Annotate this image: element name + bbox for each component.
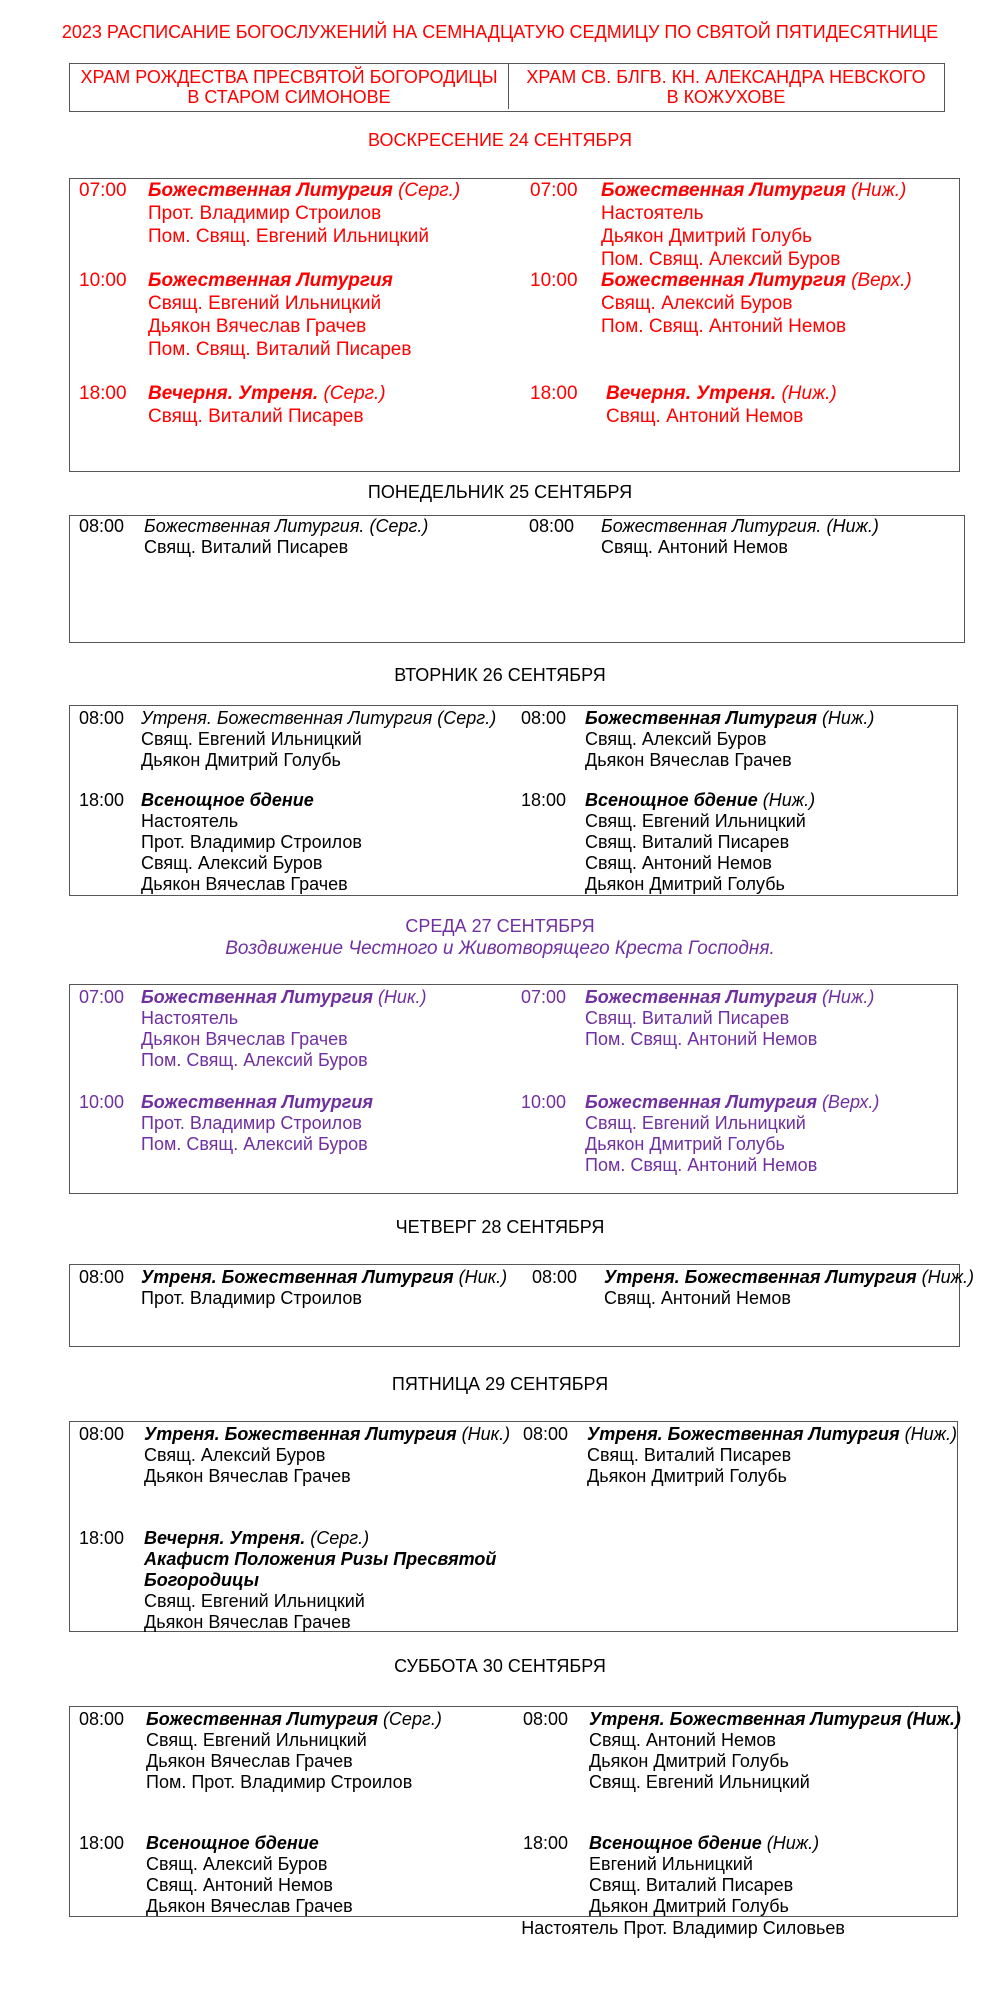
clergy-line: Свящ. Виталий Писарев bbox=[585, 1008, 790, 1028]
clergy-line: Пом. Свящ. Антоний Немов bbox=[585, 1155, 818, 1175]
day-heading-tuesday: ВТОРНИК 26 СЕНТЯБРЯ bbox=[394, 665, 606, 685]
clergy-line: Дьякон Вячеслав Грачев bbox=[144, 1466, 351, 1486]
schedule-box-saturday bbox=[69, 1706, 961, 1917]
service-title: Утреня. Божественная Литургия bbox=[589, 1709, 902, 1729]
service-title: Вечерня. Утреня. bbox=[144, 1528, 306, 1548]
service-time: 07:00 bbox=[521, 987, 567, 1007]
clergy-line: Свящ. Алексий Буров bbox=[601, 293, 793, 314]
service-note: (Ниж.) bbox=[904, 1424, 957, 1444]
day-heading-monday: ПОНЕДЕЛЬНИК 25 СЕНТЯБРЯ bbox=[367, 482, 633, 502]
service-entry bbox=[601, 179, 906, 271]
service-entry bbox=[146, 1709, 442, 1793]
service-entry bbox=[604, 1267, 974, 1309]
service-note: (Серг.) bbox=[323, 383, 386, 404]
service-time: 10:00 bbox=[79, 270, 127, 291]
service-note: (Серг.) bbox=[398, 180, 461, 201]
service-entry bbox=[601, 269, 912, 338]
service-entry bbox=[589, 1709, 961, 1793]
service-title: Утреня. Божественная Литургия bbox=[141, 708, 433, 728]
clergy-line: Пом. Свящ. Антоний Немов bbox=[585, 1029, 818, 1049]
clergy-line: Дьякон Вячеслав Грачев bbox=[146, 1751, 353, 1771]
service-entry bbox=[141, 790, 362, 895]
schedule-box-wednesday bbox=[69, 984, 958, 1194]
clergy-line: Пом. Свящ. Алексий Буров bbox=[141, 1050, 368, 1070]
clergy-line: Прот. Владимир Строилов bbox=[141, 832, 362, 852]
schedule-box-tuesday bbox=[69, 705, 958, 896]
service-title: Божественная Литургия bbox=[585, 708, 817, 728]
day-heading-friday: ПЯТНИЦА 29 СЕНТЯБРЯ bbox=[391, 1374, 609, 1394]
clergy-line: Свящ. Евгений Ильницкий bbox=[141, 729, 362, 749]
clergy-line: Настоятель bbox=[141, 811, 239, 831]
churches-header bbox=[69, 63, 945, 112]
service-time: 18:00 bbox=[79, 1528, 125, 1548]
day-heading-sunday: ВОСКРЕСЕНИЕ 24 СЕНТЯБРЯ bbox=[368, 130, 632, 150]
clergy-line: Евгений Ильницкий bbox=[589, 1854, 753, 1874]
service-entry bbox=[606, 382, 837, 428]
service-title: Божественная Литургия bbox=[148, 180, 393, 201]
clergy-line: Свящ. Евгений Ильницкий bbox=[585, 1113, 806, 1133]
service-note: (Ниж.) bbox=[906, 1709, 961, 1729]
service-time: 08:00 bbox=[79, 516, 125, 536]
service-title: Утреня. Божественная Литургия bbox=[604, 1267, 917, 1287]
church-left bbox=[70, 64, 508, 109]
service-entry bbox=[589, 1833, 819, 1917]
clergy-line: Свящ. Евгений Ильницкий bbox=[585, 811, 806, 831]
clergy-line: Свящ. Виталий Писарев bbox=[144, 537, 349, 557]
service-title: Божественная Литургия bbox=[146, 1709, 378, 1729]
service-note: (Ниж.) bbox=[821, 708, 875, 728]
service-time: 18:00 bbox=[79, 1833, 125, 1853]
clergy-line: Дьякон Дмитрий Голубь bbox=[585, 1134, 785, 1154]
service-entry bbox=[148, 382, 386, 428]
service-time: 08:00 bbox=[79, 708, 125, 728]
clergy-line: Свящ. Алексий Буров bbox=[585, 729, 767, 749]
service-entry bbox=[585, 987, 874, 1050]
schedule-box-sunday bbox=[69, 178, 960, 472]
clergy-line: Настоятель bbox=[141, 1008, 239, 1028]
signature: Настоятель Прот. Владимир Силовьев bbox=[521, 1918, 845, 1938]
church-left-line1: ХРАМ РОЖДЕСТВА ПРЕСВЯТОЙ БОГОРОДИЦЫ bbox=[80, 67, 498, 87]
clergy-line: Прот. Владимир Строилов bbox=[141, 1113, 362, 1133]
service-note: (Верх.) bbox=[851, 270, 912, 291]
service-entry bbox=[144, 1424, 510, 1487]
service-note: (Ник.) bbox=[458, 1267, 508, 1287]
service-title: Всенощное бдение bbox=[589, 1833, 762, 1853]
service-entry bbox=[585, 1092, 879, 1176]
clergy-line: Пом. Свящ. Алексий Буров bbox=[601, 249, 841, 270]
service-title: Божественная Литургия bbox=[148, 270, 393, 291]
service-note: (Ниж.) bbox=[821, 987, 875, 1007]
service-title: Утреня. Божественная Литургия bbox=[587, 1424, 900, 1444]
clergy-line: Свящ. Виталий Писарев bbox=[148, 406, 364, 427]
service-entry bbox=[146, 1833, 353, 1917]
clergy-line: Пом. Свящ. Евгений Ильницкий bbox=[148, 226, 429, 247]
clergy-line: Свящ. Алексий Буров bbox=[144, 1445, 326, 1465]
service-time: 08:00 bbox=[523, 1709, 569, 1729]
clergy-line: Свящ. Виталий Писарев bbox=[587, 1445, 792, 1465]
service-entry bbox=[141, 708, 496, 771]
page-title: 2023 РАСПИСАНИЕ БОГОСЛУЖЕНИЙ НА СЕМНАДЦАТУЮ СЕДМИЦУ ПО СВЯТОЙ ПЯТИДЕСЯТНИЦЕ bbox=[61, 22, 939, 42]
clergy-line: Дьякон Вячеслав Грачев bbox=[141, 874, 348, 894]
service-title: Утреня. Божественная Литургия bbox=[141, 1267, 454, 1287]
service-note: (Ниж.) bbox=[762, 790, 816, 810]
service-time: 10:00 bbox=[521, 1092, 567, 1112]
service-note: (Ниж.) bbox=[921, 1267, 974, 1287]
clergy-line: Свящ. Алексий Буров bbox=[146, 1854, 328, 1874]
schedule-box-thursday bbox=[69, 1264, 974, 1347]
clergy-line: Дьякон Вячеслав Грачев bbox=[148, 316, 367, 337]
akathist-title: Акафист Положения Ризы Пресвятой bbox=[144, 1549, 497, 1569]
service-entry bbox=[141, 1267, 507, 1309]
schedule-box-monday bbox=[69, 515, 965, 643]
service-title: Божественная Литургия bbox=[585, 1092, 817, 1112]
service-time: 08:00 bbox=[532, 1267, 578, 1287]
service-time: 10:00 bbox=[530, 270, 578, 291]
clergy-line: Пом. Свящ. Виталий Писарев bbox=[148, 339, 412, 360]
service-title: Божественная Литургия. bbox=[144, 516, 365, 536]
service-title: Утреня. Божественная Литургия bbox=[144, 1424, 457, 1444]
clergy-line: Свящ. Антоний Немов bbox=[146, 1875, 333, 1895]
service-note: (Ник.) bbox=[377, 987, 427, 1007]
clergy-line: Свящ. Евгений Ильницкий bbox=[148, 293, 382, 314]
schedule-box-friday bbox=[69, 1421, 958, 1632]
clergy-line: Свящ. Антоний Немов bbox=[585, 853, 772, 873]
service-title: Божественная Литургия bbox=[601, 180, 846, 201]
service-entry bbox=[141, 1092, 373, 1155]
service-title: Божественная Литургия bbox=[141, 987, 373, 1007]
service-time: 07:00 bbox=[79, 987, 125, 1007]
feast-title: Воздвижение Честного и Животворящего Креста Господня. bbox=[225, 938, 775, 959]
service-entry bbox=[141, 987, 426, 1071]
clergy-line: Дьякон Дмитрий Голубь bbox=[141, 750, 341, 770]
church-right bbox=[509, 64, 943, 109]
service-entry bbox=[585, 708, 874, 771]
service-note: (Серг.) bbox=[437, 708, 497, 728]
clergy-line: Дьякон Дмитрий Голубь bbox=[589, 1896, 789, 1916]
church-right-line2: В КОЖУХОВЕ bbox=[666, 87, 786, 107]
church-left-line2: В СТАРОМ СИМОНОВЕ bbox=[187, 87, 391, 107]
service-time: 07:00 bbox=[79, 180, 127, 201]
service-title: Вечерня. Утреня. bbox=[148, 383, 319, 404]
clergy-line: Свящ. Алексий Буров bbox=[141, 853, 323, 873]
clergy-line: Свящ. Антоний Немов bbox=[601, 537, 788, 557]
service-time: 18:00 bbox=[530, 383, 578, 404]
service-time: 08:00 bbox=[79, 1424, 125, 1444]
service-note: (Серг.) bbox=[310, 1528, 370, 1548]
service-title: Божественная Литургия bbox=[601, 270, 846, 291]
clergy-line: Пом. Прот. Владимир Строилов bbox=[146, 1772, 413, 1792]
service-title: Божественная Литургия bbox=[141, 1092, 373, 1112]
service-title: Всенощное бдение bbox=[146, 1833, 319, 1853]
service-time: 08:00 bbox=[521, 708, 567, 728]
service-note: (Ниж.) bbox=[826, 516, 879, 536]
clergy-line: Свящ. Антоний Немов bbox=[604, 1288, 791, 1308]
service-note: (Ниж.) bbox=[851, 180, 907, 201]
service-title: Вечерня. Утреня. bbox=[606, 383, 777, 404]
clergy-line: Дьякон Вячеслав Грачев bbox=[146, 1896, 353, 1916]
service-time: 18:00 bbox=[79, 383, 127, 404]
clergy-line: Свящ. Евгений Ильницкий bbox=[589, 1772, 810, 1792]
service-note: (Серг.) bbox=[382, 1709, 442, 1729]
service-title: Всенощное бдение bbox=[585, 790, 758, 810]
clergy-line: Свящ. Виталий Писарев bbox=[585, 832, 790, 852]
church-right-line1: ХРАМ СВ. БЛГВ. КН. АЛЕКСАНДРА НЕВСКОГО bbox=[526, 67, 926, 87]
clergy-line: Дьякон Вячеслав Грачев bbox=[141, 1029, 348, 1049]
clergy-line: Свящ. Антоний Немов bbox=[606, 406, 804, 427]
clergy-line: Дьякон Дмитрий Голубь bbox=[587, 1466, 787, 1486]
service-note: (Серг.) bbox=[369, 516, 429, 536]
service-time: 08:00 bbox=[79, 1709, 125, 1729]
clergy-line: Дьякон Дмитрий Голубь bbox=[589, 1751, 789, 1771]
clergy-line: Дьякон Дмитрий Голубь bbox=[585, 874, 785, 894]
clergy-line: Пом. Свящ. Антоний Немов bbox=[601, 316, 847, 337]
clergy-line: Свящ. Виталий Писарев bbox=[589, 1875, 794, 1895]
service-time: 08:00 bbox=[523, 1424, 569, 1444]
service-time: 08:00 bbox=[529, 516, 575, 536]
clergy-line: Пом. Свящ. Алексий Буров bbox=[141, 1134, 368, 1154]
service-entry bbox=[148, 269, 411, 361]
clergy-line: Прот. Владимир Строилов bbox=[141, 1288, 362, 1308]
service-time: 07:00 bbox=[530, 180, 578, 201]
service-time: 08:00 bbox=[79, 1267, 125, 1287]
clergy-line: Настоятель bbox=[601, 203, 704, 224]
service-entry bbox=[144, 1528, 496, 1633]
service-note: (Ниж.) bbox=[781, 383, 837, 404]
service-note: (Ниж.) bbox=[766, 1833, 820, 1853]
service-entry bbox=[601, 516, 879, 558]
clergy-line: Дьякон Вячеслав Грачев bbox=[144, 1612, 351, 1632]
service-note: (Верх.) bbox=[821, 1092, 880, 1112]
clergy-line: Свящ. Евгений Ильницкий bbox=[146, 1730, 367, 1750]
day-heading-thursday: ЧЕТВЕРГ 28 СЕНТЯБРЯ bbox=[395, 1217, 605, 1237]
service-entry bbox=[585, 790, 815, 895]
service-time: 18:00 bbox=[521, 790, 567, 810]
clergy-line: Дьякон Дмитрий Голубь bbox=[601, 226, 812, 247]
service-title: Божественная Литургия. bbox=[601, 516, 822, 536]
service-time: 18:00 bbox=[79, 790, 125, 810]
service-note: (Ник.) bbox=[461, 1424, 511, 1444]
service-title: Всенощное бдение bbox=[141, 790, 314, 810]
service-title: Божественная Литургия bbox=[585, 987, 817, 1007]
service-time: 18:00 bbox=[523, 1833, 569, 1853]
clergy-line: Прот. Владимир Строилов bbox=[148, 203, 382, 224]
clergy-line: Свящ. Антоний Немов bbox=[589, 1730, 776, 1750]
day-heading-wednesday: СРЕДА 27 СЕНТЯБРЯ bbox=[405, 916, 595, 936]
service-entry bbox=[587, 1424, 957, 1487]
service-time: 10:00 bbox=[79, 1092, 125, 1112]
service-entry bbox=[144, 516, 428, 558]
day-heading-saturday: СУББОТА 30 СЕНТЯБРЯ bbox=[394, 1656, 606, 1676]
service-entry bbox=[148, 179, 460, 248]
akathist-title-cont: Богородицы bbox=[144, 1570, 260, 1590]
clergy-line: Свящ. Евгений Ильницкий bbox=[144, 1591, 365, 1611]
clergy-line: Дьякон Вячеслав Грачев bbox=[585, 750, 792, 770]
